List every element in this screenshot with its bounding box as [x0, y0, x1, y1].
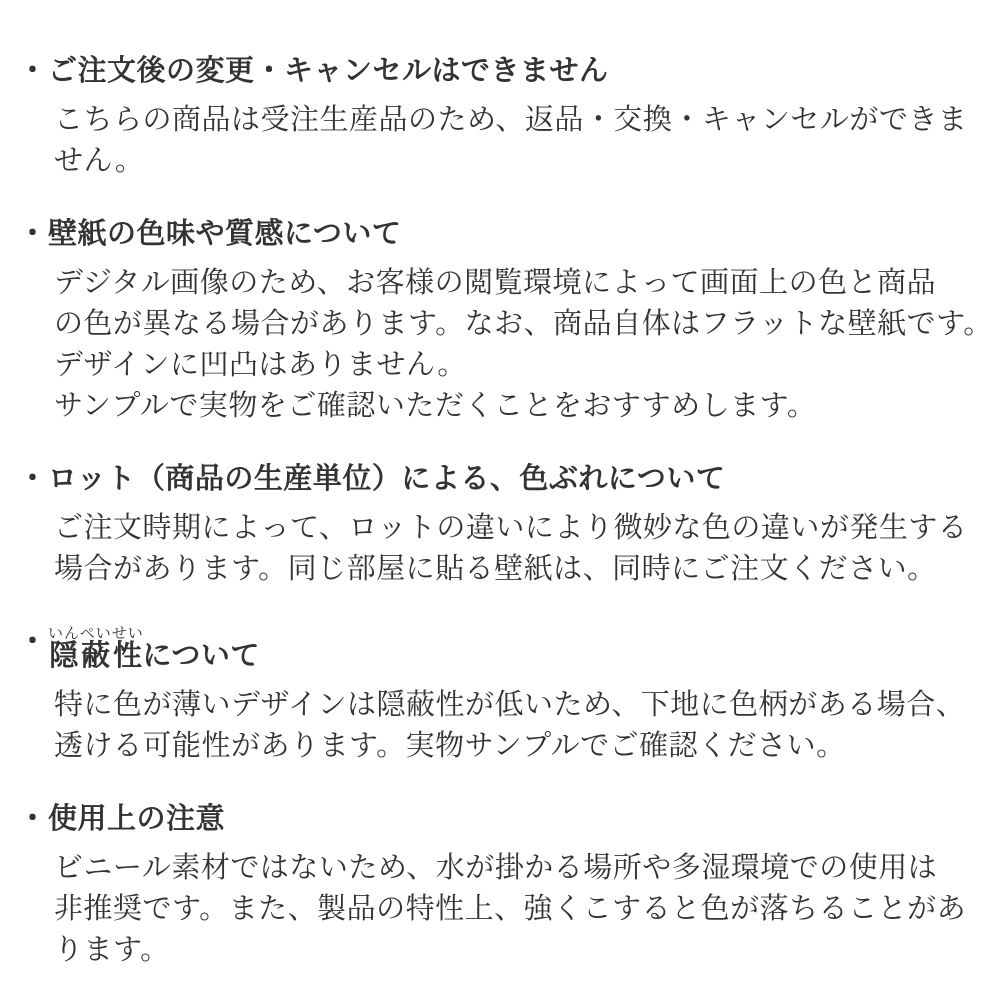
- bullet-icon: ・: [18, 55, 48, 87]
- body-line: せん。: [54, 145, 145, 177]
- ruby-text: いんぺいせい: [48, 625, 144, 642]
- body-line: の色が異なる場合があります。なお、商品自体はフラットな壁紙です。: [54, 308, 993, 340]
- bullet-icon: ・: [18, 463, 48, 495]
- note-section-lot-variation: [18, 462, 972, 590]
- note-heading: [18, 802, 972, 836]
- body-line: 非推奨です。また、製品の特性上、強くこすると色が落ちることがあ: [54, 893, 967, 925]
- note-heading-text: 壁紙の色味や質感について: [48, 218, 402, 250]
- ruby-base: 隠蔽性: [48, 640, 144, 672]
- note-section-opacity: [18, 625, 972, 767]
- body-line: 場合があります。同じ部屋に貼る壁紙は、同時にご注文ください。: [54, 553, 937, 585]
- note-heading: [18, 462, 972, 496]
- body-line: デザインに凹凸はありません。: [54, 349, 467, 381]
- note-heading: [18, 217, 972, 251]
- note-heading-text: ご注文後の変更・キャンセルはできません: [48, 55, 609, 87]
- body-line: サンプルで実物をご確認いただくことをおすすめします。: [54, 390, 817, 422]
- bullet-icon: ・: [18, 218, 48, 250]
- body-line: デジタル画像のため、お客様の閲覧環境によって画面上の色と商品: [54, 267, 937, 299]
- note-body: [54, 848, 972, 971]
- note-heading-text: [48, 625, 972, 673]
- note-section-usage-caution: [18, 802, 972, 971]
- note-section-color-texture: [18, 217, 993, 427]
- note-heading-text: ロット（商品の生産単位）による、色ぶれについて: [48, 463, 726, 495]
- note-body: [54, 100, 972, 182]
- body-line: 透ける可能性があります。実物サンプルでご確認ください。: [54, 730, 846, 762]
- note-heading: [18, 54, 972, 88]
- note-body: [54, 685, 972, 767]
- body-line: ご注文時期によって、ロットの違いにより微妙な色の違いが発生する: [54, 512, 968, 544]
- bullet-icon: ・: [18, 626, 48, 658]
- body-line: 特に色が薄いデザインは隠蔽性が低いため、下地に色柄がある場合、: [54, 689, 966, 721]
- body-line: ります。: [54, 934, 170, 966]
- note-heading: [18, 625, 972, 673]
- note-section-order-cancel: [18, 54, 972, 182]
- ruby-annotated-word: [48, 625, 144, 672]
- note-heading-rest: について: [142, 640, 260, 672]
- note-body: [54, 508, 972, 590]
- body-line: ビニール素材ではないため、水が掛かる場所や多湿環境での使用は: [54, 852, 938, 884]
- note-body: [54, 263, 993, 427]
- body-line: こちらの商品は受注生産品のため、返品・交換・キャンセルができま: [54, 104, 968, 136]
- note-heading-text: 使用上の注意: [48, 803, 226, 835]
- bullet-icon: ・: [18, 803, 48, 835]
